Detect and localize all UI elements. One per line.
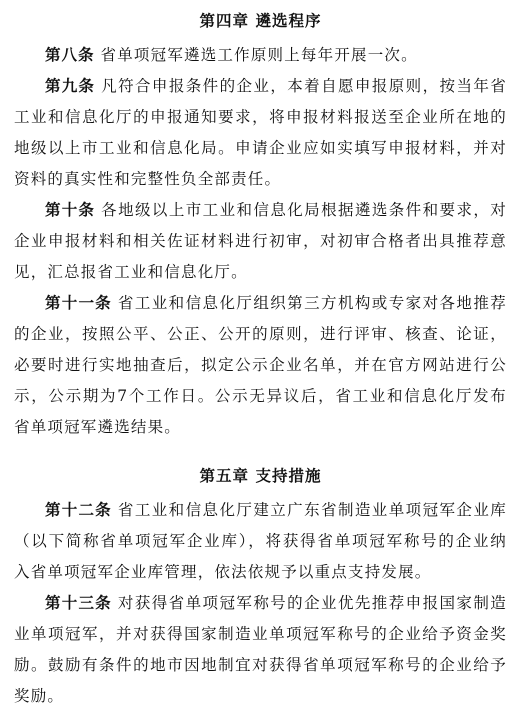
article-text: 省工业和信息化厅建立广东省制造业单项冠军企业库（以下简称省单项冠军企业库），将获得省单项冠军称号的企业纳入省单项冠军企业库管理，依法依规予以重点支持发展。 [14, 501, 507, 581]
chapter-5 [14, 465, 507, 712]
article-label: 第十一条 [45, 294, 112, 312]
article-12 [14, 495, 507, 588]
article-label: 第十二条 [45, 501, 112, 519]
article-text: 省单项冠军遴选工作原则上每年开展一次。 [100, 46, 418, 64]
article-text: 凡符合申报条件的企业，本着自愿申报原则，按当年省工业和信息化厅的申报通知要求，将申报材料报送至企业所在地的地级以上市工业和信息化局。申请企业应如实填写申报材料，并对资料的真实性和完整性负全部责任。 [14, 77, 507, 188]
article-9 [14, 71, 507, 195]
chapter-title: 第四章 遴选程序 [199, 12, 322, 30]
article-label: 第八条 [45, 46, 95, 64]
article-10 [14, 195, 507, 288]
article-text: 各地级以上市工业和信息化局根据遴选条件和要求，对企业申报材料和相关佐证材料进行初审，对初审合格者出具推荐意见，汇总报省工业和信息化厅。 [14, 201, 507, 281]
chapter-title: 第五章 支持措施 [199, 467, 322, 485]
article-11 [14, 288, 507, 443]
article-label: 第十条 [45, 201, 96, 219]
article-label: 第十三条 [45, 594, 112, 612]
article-13 [14, 588, 507, 712]
chapter-4 [14, 10, 507, 443]
article-text: 对获得省单项冠军称号的企业优先推荐申报国家制造业单项冠军，并对获得国家制造业单项冠军称号的企业给予资金奖励。鼓励有条件的地市因地制宜对获得省单项冠军称号的企业给予奖励。 [14, 594, 507, 705]
article-text: 省工业和信息化厅组织第三方机构或专家对各地推荐的企业，按照公平、公正、公开的原则，进行评审、核查、论证，必要时进行实地抽查后，拟定公示企业名单，并在官方网站进行公示，公示期为7个工作日。公示无异议后，省工业和信息化厅发布省单项冠军遴选结果。 [14, 294, 507, 436]
article-8 [14, 40, 507, 71]
article-label: 第九条 [45, 77, 96, 95]
